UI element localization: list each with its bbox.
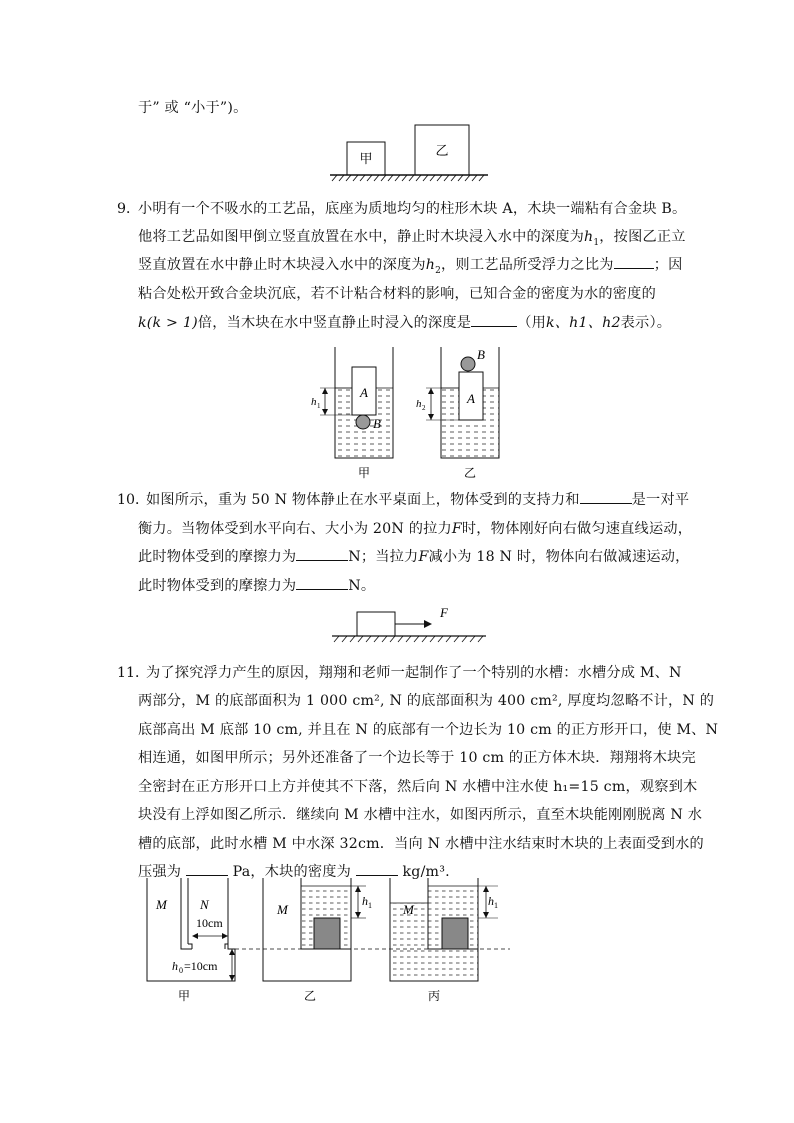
- q9-line-3b: ，则工艺品所受浮力之比为: [441, 257, 614, 273]
- q11-line-4: 相连通，如图甲所示；另外还准备了一个边长等于 10 cm 的正方体木块．翔翔将木块完: [138, 750, 696, 766]
- q11-fig-h1-yi-sub: 1: [368, 901, 372, 910]
- q10-F-2: F: [418, 549, 429, 565]
- q9-line-2b: ，按图乙正立: [599, 229, 686, 245]
- q9-figure: [305, 345, 505, 485]
- q11-line-7: 槽的底部，此时水槽 M 中水深 32cm．当向 N 水槽中注水结束时木块的上表面受到水的: [138, 836, 704, 852]
- q11-fig-h1-yi: h: [362, 894, 368, 908]
- q10-line-1b: 是一对平: [631, 492, 690, 508]
- q11-number: 11．: [117, 665, 150, 681]
- q9-line-2: [138, 226, 686, 248]
- q9-fig-A-jia: A: [360, 385, 368, 400]
- q9-line-3a: 竖直放置在水中静止时木块浸入水中的深度为: [138, 257, 426, 273]
- q10-F-1: F: [451, 521, 462, 537]
- q9-line-5: [138, 312, 671, 332]
- q11-fig-N-jia: N: [200, 897, 209, 912]
- q10-number: 10．: [117, 492, 150, 508]
- q9-line-4: 粘合处松开致合金块沉底，若不计粘合材料的影响，已知合金的密度为水的密度的: [138, 286, 656, 302]
- q11-figure: [140, 876, 510, 1006]
- q11-fig-M-bing: M: [403, 902, 414, 917]
- q9-answer-blank-2[interactable]: [471, 314, 517, 327]
- q11-fig-label-bing: 丙: [427, 989, 441, 1003]
- q11-line-2: 两部分，M 的底部面积为 1 000 cm², N 的底部面积为 400 cm², 厚度均忽略不计，N 的: [138, 693, 715, 709]
- q11-fig-h1-bing-sub: 1: [494, 901, 498, 910]
- q11-fig-label-jia: 甲: [177, 989, 191, 1003]
- q9-k-expr: k(k > 1): [138, 315, 198, 331]
- q10-line-4b: N。: [348, 578, 376, 594]
- q9-h2-sub: 2: [435, 265, 442, 276]
- q9-answer-blank-1[interactable]: [614, 256, 654, 269]
- q11-line-6: 块没有上浮如图乙所示．继续向 M 水槽中注水，如图丙所示，直至木块能刚刚脱离 N 水: [138, 807, 703, 823]
- q8-label-jia: 甲: [359, 151, 373, 166]
- q9-fig-h2: h: [416, 398, 422, 410]
- q9-fig-A-yi: A: [467, 391, 475, 406]
- q9-line-5c: 表示）。: [620, 315, 672, 331]
- q11-fig-h0: h: [172, 959, 178, 973]
- q11-line-8a: 压强为: [138, 864, 186, 880]
- q10-line-2: [138, 518, 692, 538]
- q11-line-8c: kg/m³.: [397, 864, 450, 880]
- q9-h1-symbol: h: [584, 229, 594, 245]
- q9-fig-h1: h: [311, 396, 317, 408]
- q9-fig-B-yi: B: [477, 347, 485, 362]
- q10-fig-F: F: [440, 605, 448, 620]
- q11-fig-h1-bing: h: [488, 894, 494, 908]
- q11-line-3: 底部高出 M 底部 10 cm, 并且在 N 的底部有一个边长为 10 cm 的正方形开口，使 M、N: [138, 722, 719, 738]
- q11-answer-blank-2[interactable]: [356, 863, 398, 876]
- q10-line-2a: 衡力。当物体受到水平向右、大小为 20N 的拉力: [138, 521, 452, 537]
- q9-line-1: 小明有一个不吸水的工艺品，底座为质地均匀的柱形木块 A，木块一端粘有合金块 B。: [138, 201, 687, 217]
- q11-fig-M-jia: M: [156, 897, 167, 912]
- q10-line-3c: 减小为 18 N 时，物体向右做减速运动，: [428, 549, 690, 565]
- q10-line-3b: N；当拉力: [348, 549, 419, 565]
- q10-line-3: [138, 546, 690, 566]
- q11-fig-M-yi: M: [277, 902, 288, 917]
- q10-line-3a: 此时物体受到的摩擦力为: [138, 549, 297, 565]
- q9-line-2a: 他将工艺品如图甲倒立竖直放置在水中，静止时木块浸入水中的深度为: [138, 229, 585, 245]
- q9-fig-h2-sub: 2: [422, 404, 426, 412]
- q10-line-4: [138, 575, 375, 595]
- q11-line-8b: Pa，木块的密度为: [227, 864, 356, 880]
- q9-fig-h1-sub: 1: [317, 402, 321, 410]
- q9-fig-label-yi: 乙: [463, 466, 477, 480]
- q10-line-4a: 此时物体受到的摩擦力为: [138, 578, 297, 594]
- q9-h2-symbol: h: [425, 257, 436, 273]
- q9-line-5a: 倍，当木块在水中竖直静止时浸入的深度是: [197, 315, 472, 331]
- q9-vars: k、h1、h2: [545, 315, 621, 331]
- q10-answer-blank-3[interactable]: [296, 577, 348, 590]
- q10-line-2b: 时，物体刚好向右做匀速直线运动，: [461, 521, 693, 537]
- q9-h1-sub: 1: [593, 237, 600, 248]
- q9-line-5b: （用: [517, 315, 546, 331]
- q11-fig-h0-sub: 0: [179, 966, 183, 975]
- q10-line-1a: 如图所示，重为 50 N 物体静止在水平桌面上，物体受到的支持力和: [146, 492, 580, 508]
- q8-tail-text: 于” 或 “小于”)。: [138, 100, 248, 116]
- q11-answer-blank-1[interactable]: [186, 863, 228, 876]
- q8-figure: [328, 123, 490, 185]
- q10-answer-blank-2[interactable]: [296, 548, 348, 561]
- q10-line-1: [146, 489, 689, 509]
- q11-line-1: 为了探究浮力产生的原因，翔翔和老师一起制作了一个特别的水槽：水槽分成 M、N: [146, 665, 682, 681]
- q9-line-3: [138, 254, 682, 276]
- q8-label-yi: 乙: [435, 143, 449, 158]
- q11-fig-label-yi: 乙: [303, 989, 317, 1003]
- q9-fig-B-jia: B: [373, 416, 381, 431]
- q11-line-5: 全密封在正方形开口上方并使其不下落，然后向 N 水槽中注水使 h₁=15 cm，观察到木: [138, 779, 698, 795]
- q10-answer-blank-1[interactable]: [580, 491, 632, 504]
- q11-fig-10cm: 10cm: [196, 916, 223, 930]
- q11-fig-h0-val: =10cm: [184, 959, 218, 973]
- q9-fig-label-jia: 甲: [357, 466, 371, 480]
- q9-number: 9．: [117, 201, 141, 217]
- q10-figure: [330, 603, 490, 648]
- q9-line-3c: ；因: [653, 257, 683, 273]
